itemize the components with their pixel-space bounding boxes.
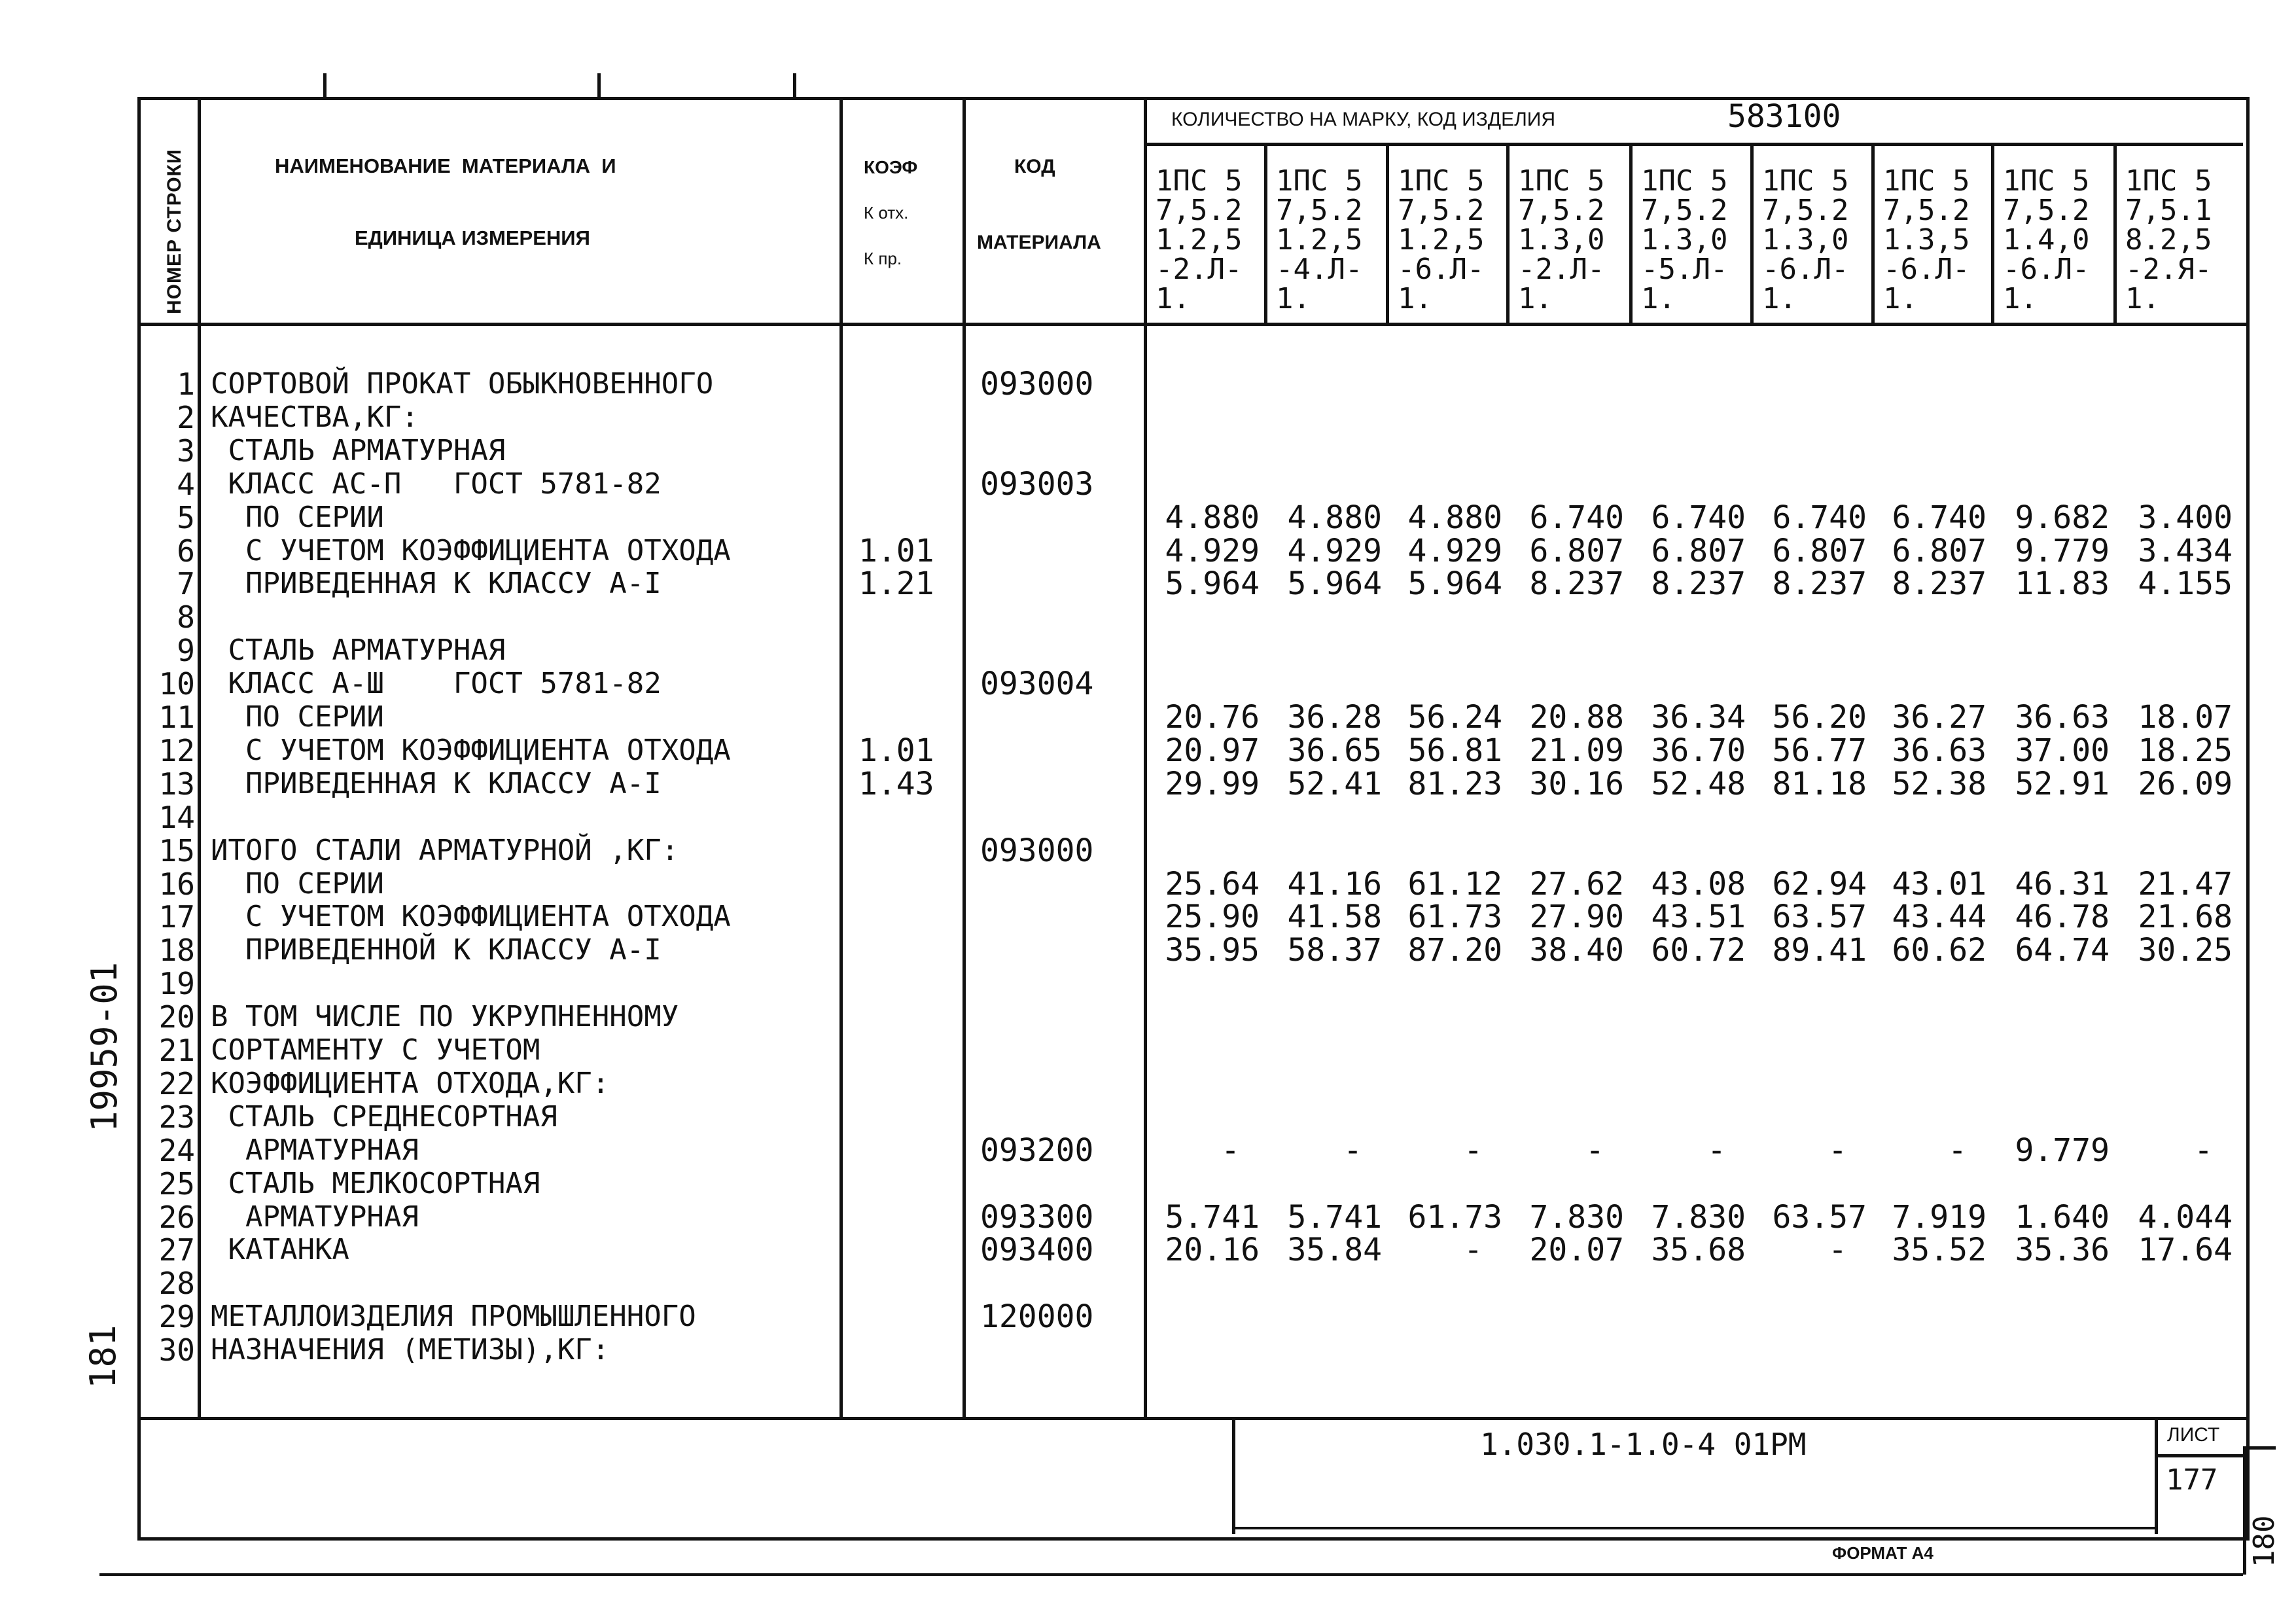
row-number: 10 bbox=[158, 666, 195, 702]
quantity-value: - bbox=[1221, 1132, 1240, 1169]
quantity-value: 25.90 bbox=[1165, 899, 1260, 935]
sheet-label: ЛИСТ bbox=[2167, 1424, 2220, 1446]
quantity-value: 4.929 bbox=[1287, 533, 1382, 569]
material-name: ПО СЕРИИ bbox=[211, 501, 384, 534]
material-name: НАЗНАЧЕНИЯ (МЕТИЗЫ),КГ: bbox=[211, 1333, 610, 1366]
quantity-value: - bbox=[1464, 1232, 1483, 1268]
page-number: 181 bbox=[82, 1325, 124, 1389]
mark-header-line: 7,5.2 bbox=[1762, 194, 1849, 227]
mark-sep bbox=[1991, 143, 1994, 325]
quantity-value: 36.63 bbox=[1892, 732, 1987, 769]
mark-header-line: 1. bbox=[1156, 282, 1190, 315]
row-number: 6 bbox=[177, 533, 195, 569]
row-number: 7 bbox=[177, 566, 195, 601]
row-number: 20 bbox=[158, 999, 195, 1035]
footer-divider bbox=[1232, 1417, 1235, 1534]
row-number: 4 bbox=[177, 467, 195, 502]
mark-header-line: -2.Л- bbox=[1156, 253, 1243, 286]
material-code: 093000 bbox=[980, 832, 1094, 869]
quantity-value: 81.18 bbox=[1772, 766, 1867, 802]
quantity-value: 56.24 bbox=[1407, 699, 1502, 736]
row-number: 2 bbox=[177, 400, 195, 435]
quantity-value: 38.40 bbox=[1529, 932, 1624, 969]
quantity-value: 43.08 bbox=[1651, 866, 1746, 902]
quantity-value: 35.52 bbox=[1892, 1232, 1987, 1268]
quantity-value: 61.12 bbox=[1407, 866, 1502, 902]
coefficient: 1.21 bbox=[858, 565, 934, 602]
coef-header-line2: К отх. bbox=[864, 203, 909, 223]
material-name: СТАЛЬ СРЕДНЕСОРТНАЯ bbox=[211, 1100, 557, 1133]
mark-sep bbox=[1264, 143, 1267, 325]
quantity-value: 1.640 bbox=[2015, 1199, 2110, 1236]
quantity-value: 52.91 bbox=[2015, 766, 2110, 802]
quantity-value: 5.741 bbox=[1165, 1199, 1260, 1236]
quantity-value: - bbox=[1948, 1132, 1967, 1169]
quantity-value: 4.880 bbox=[1287, 499, 1382, 536]
quantity-value: 41.16 bbox=[1287, 866, 1382, 902]
row-number: 5 bbox=[177, 500, 195, 535]
mark-header-line: 1. bbox=[1518, 282, 1553, 315]
quantity-value: 3.434 bbox=[2138, 533, 2233, 569]
row-number: 28 bbox=[158, 1266, 195, 1301]
quantity-value: 8.237 bbox=[1651, 565, 1746, 602]
quantity-value: 11.83 bbox=[2015, 565, 2110, 602]
quantity-value: 9.682 bbox=[2015, 499, 2110, 536]
edge-bracket-top bbox=[2243, 1446, 2276, 1450]
bottom-rule bbox=[99, 1573, 2243, 1576]
quantity-value: 4.044 bbox=[2138, 1199, 2233, 1236]
quantity-value: 7.830 bbox=[1529, 1199, 1624, 1236]
quantity-value: 30.16 bbox=[1529, 766, 1624, 802]
quantity-value: 43.44 bbox=[1892, 899, 1987, 935]
material-name: КЛАСС А-Ш ГОСТ 5781-82 bbox=[211, 667, 662, 700]
footer-inner-line bbox=[1232, 1527, 2155, 1529]
row-number: 19 bbox=[158, 966, 195, 1001]
name-header-line1: НАИМЕНОВАНИЕ МАТЕРИАЛА И bbox=[275, 154, 616, 177]
quantity-value: - bbox=[1464, 1132, 1483, 1169]
material-code: 093400 bbox=[980, 1232, 1094, 1268]
quantity-value: 89.41 bbox=[1772, 932, 1867, 969]
material-name: КЛАСС АС-П ГОСТ 5781-82 bbox=[211, 467, 662, 501]
mark-header-line: 1ПС 5 bbox=[2003, 164, 2090, 198]
quantity-value: 5.741 bbox=[1287, 1199, 1382, 1236]
mark-header-line: -6.Л- bbox=[1762, 253, 1849, 286]
quantity-value: 4.155 bbox=[2138, 565, 2233, 602]
quantity-value: 43.01 bbox=[1892, 866, 1987, 902]
mark-header-line: 1.3,0 bbox=[1762, 223, 1849, 257]
sheet-box-left bbox=[2155, 1417, 2158, 1534]
quantity-value: 87.20 bbox=[1407, 932, 1502, 969]
mark-header-line: 1ПС 5 bbox=[1518, 164, 1605, 198]
quantity-value: 29.99 bbox=[1165, 766, 1260, 802]
frame-tick bbox=[323, 73, 327, 99]
quantity-value: 35.68 bbox=[1651, 1232, 1746, 1268]
quantity-value: 52.38 bbox=[1892, 766, 1987, 802]
material-code: 093004 bbox=[980, 666, 1094, 702]
material-name: АРМАТУРНАЯ bbox=[211, 1133, 419, 1167]
quantity-value: 36.34 bbox=[1651, 699, 1746, 736]
quantity-value: 7.919 bbox=[1892, 1199, 1987, 1236]
row-number: 9 bbox=[177, 633, 195, 668]
material-name: АРМАТУРНАЯ bbox=[211, 1200, 419, 1234]
quantity-value: - bbox=[1707, 1132, 1726, 1169]
header-divider bbox=[137, 323, 2250, 326]
material-name: СОРТАМЕНТУ С УЧЕТОМ bbox=[211, 1033, 540, 1067]
quantity-value: 8.237 bbox=[1892, 565, 1987, 602]
mark-header-line: 1.3,0 bbox=[1518, 223, 1605, 257]
quantity-value: 21.68 bbox=[2138, 899, 2233, 935]
mark-header-line: 1.3,5 bbox=[1883, 223, 1970, 257]
row-number: 15 bbox=[158, 833, 195, 868]
quantity-value: 8.237 bbox=[1529, 565, 1624, 602]
edge-number: 180 bbox=[2248, 1515, 2281, 1567]
mark-header-line: 7,5.2 bbox=[1883, 194, 1970, 227]
mark-header-line: 1ПС 5 bbox=[1641, 164, 1728, 198]
col-line-coef bbox=[963, 97, 966, 1420]
quantity-value: - bbox=[1828, 1132, 1847, 1169]
format-label: ФОРМАТ А4 bbox=[1832, 1543, 1934, 1563]
mark-header-line: 1.2,5 bbox=[1276, 223, 1363, 257]
quantity-value: 37.00 bbox=[2015, 732, 2110, 769]
quantity-value: 4.929 bbox=[1407, 533, 1502, 569]
quantity-value: 61.73 bbox=[1407, 899, 1502, 935]
frame-tick bbox=[793, 73, 796, 99]
quantity-value: 60.62 bbox=[1892, 932, 1987, 969]
name-header-line2: ЕДИНИЦА ИЗМЕРЕНИЯ bbox=[355, 226, 590, 249]
row-number: 21 bbox=[158, 1033, 195, 1068]
row-number: 16 bbox=[158, 866, 195, 902]
sheet-box-divider bbox=[2155, 1454, 2243, 1457]
quantity-value: 4.929 bbox=[1165, 533, 1260, 569]
quantity-value: 20.97 bbox=[1165, 732, 1260, 769]
quantity-value: 36.70 bbox=[1651, 732, 1746, 769]
row-number: 24 bbox=[158, 1133, 195, 1168]
quantity-value: 56.77 bbox=[1772, 732, 1867, 769]
material-code: 093003 bbox=[980, 466, 1094, 503]
mark-header-line: 7,5.2 bbox=[1518, 194, 1605, 227]
material-name: В ТОМ ЧИСЛЕ ПО УКРУПНЕННОМУ bbox=[211, 1000, 679, 1033]
quantity-value: 81.23 bbox=[1407, 766, 1502, 802]
quantity-value: 36.28 bbox=[1287, 699, 1382, 736]
mark-header-line: -2.Я- bbox=[2125, 253, 2212, 286]
material-code: 093200 bbox=[980, 1132, 1094, 1169]
quantity-value: 7.830 bbox=[1651, 1199, 1746, 1236]
material-name: ПРИВЕДЕННАЯ К КЛАССУ А-I bbox=[211, 767, 662, 800]
mark-header-line: 1.2,5 bbox=[1156, 223, 1243, 257]
quantity-value: 46.31 bbox=[2015, 866, 2110, 902]
row-number: 11 bbox=[158, 700, 195, 735]
row-number: 18 bbox=[158, 933, 195, 968]
mark-sep bbox=[1506, 143, 1510, 325]
coefficient: 1.01 bbox=[858, 533, 934, 569]
material-name: ПО СЕРИИ bbox=[211, 867, 384, 901]
mark-header-line: 1ПС 5 bbox=[1156, 164, 1243, 198]
row-number: 23 bbox=[158, 1099, 195, 1135]
mark-sep bbox=[2113, 143, 2117, 325]
mark-header-line: 1ПС 5 bbox=[1398, 164, 1485, 198]
mark-header-line: 7,5.2 bbox=[1156, 194, 1243, 227]
quantity-value: 17.64 bbox=[2138, 1232, 2233, 1268]
mark-header-line: 1. bbox=[2003, 282, 2038, 315]
quantity-value: - bbox=[1585, 1132, 1604, 1169]
row-number: 12 bbox=[158, 733, 195, 768]
mark-header-line: 1. bbox=[1641, 282, 1676, 315]
quantity-value: - bbox=[2194, 1132, 2213, 1169]
quantity-value: 18.25 bbox=[2138, 732, 2233, 769]
quantity-value: 63.57 bbox=[1772, 899, 1867, 935]
coef-header-line3: К пр. bbox=[864, 249, 902, 268]
quantity-value: 3.400 bbox=[2138, 499, 2233, 536]
quantity-value: 21.47 bbox=[2138, 866, 2233, 902]
row-number: 17 bbox=[158, 899, 195, 935]
row-number: 25 bbox=[158, 1166, 195, 1202]
quantity-value: 56.81 bbox=[1407, 732, 1502, 769]
frame-tick bbox=[597, 73, 601, 99]
mark-header-line: -6.Л- bbox=[1883, 253, 1970, 286]
quantity-value: 25.64 bbox=[1165, 866, 1260, 902]
code-header-line2: МАТЕРИАЛА bbox=[977, 232, 1101, 253]
quantity-value: 6.740 bbox=[1892, 499, 1987, 536]
material-code: 120000 bbox=[980, 1298, 1094, 1335]
quantity-value: 41.58 bbox=[1287, 899, 1382, 935]
quantity-value: 20.76 bbox=[1165, 699, 1260, 736]
material-code: 093000 bbox=[980, 366, 1094, 402]
mark-header-line: 7,5.2 bbox=[1398, 194, 1485, 227]
mark-sep bbox=[1871, 143, 1875, 325]
quantity-value: 4.880 bbox=[1165, 499, 1260, 536]
mark-header-line: 1. bbox=[1762, 282, 1797, 315]
quantity-value: 36.63 bbox=[2015, 699, 2110, 736]
mark-header-line: -2.Л- bbox=[1518, 253, 1605, 286]
material-name: СТАЛЬ АРМАТУРНАЯ bbox=[211, 633, 506, 667]
mark-header-line: 1. bbox=[1883, 282, 1918, 315]
mark-header-line: 7,5.2 bbox=[2003, 194, 2090, 227]
quantity-value: 20.16 bbox=[1165, 1232, 1260, 1268]
row-number: 22 bbox=[158, 1066, 195, 1101]
document-code: 1.030.1-1.0-4 01PM bbox=[1480, 1427, 1807, 1462]
quantity-value: 18.07 bbox=[2138, 699, 2233, 736]
coefficient: 1.01 bbox=[858, 732, 934, 769]
quantity-value: 46.78 bbox=[2015, 899, 2110, 935]
quantity-value: 26.09 bbox=[2138, 766, 2233, 802]
quantity-value: 6.740 bbox=[1651, 499, 1746, 536]
material-name: СТАЛЬ АРМАТУРНАЯ bbox=[211, 434, 506, 467]
quantity-value: 36.65 bbox=[1287, 732, 1382, 769]
quantity-value: 62.94 bbox=[1772, 866, 1867, 902]
quantity-value: 61.73 bbox=[1407, 1199, 1502, 1236]
quantity-value: 35.95 bbox=[1165, 932, 1260, 969]
quantity-value: 5.964 bbox=[1165, 565, 1260, 602]
mark-header-line: 1.4,0 bbox=[2003, 223, 2090, 257]
quantity-value: 52.41 bbox=[1287, 766, 1382, 802]
quantity-value: 6.807 bbox=[1651, 533, 1746, 569]
quantity-value: 6.740 bbox=[1772, 499, 1867, 536]
material-name: ПРИВЕДЕННОЙ К КЛАССУ А-I bbox=[211, 933, 662, 967]
quantity-header-divider bbox=[1144, 143, 2243, 146]
code-header-line1: КОД bbox=[1014, 156, 1055, 177]
product-code: 583100 bbox=[1727, 98, 1841, 135]
quantity-value: 9.779 bbox=[2015, 1132, 2110, 1169]
quantity-value: 43.51 bbox=[1651, 899, 1746, 935]
body-divider bbox=[137, 1417, 2250, 1420]
quantity-value: 52.48 bbox=[1651, 766, 1746, 802]
col-line-name bbox=[839, 97, 843, 1420]
mark-header-line: -6.Л- bbox=[2003, 253, 2090, 286]
mark-sep bbox=[1629, 143, 1633, 325]
row-number-header: НОМЕР СТРОКИ bbox=[164, 149, 185, 314]
row-number: 30 bbox=[158, 1332, 195, 1368]
mark-header-line: 1ПС 5 bbox=[1883, 164, 1970, 198]
mark-header-line: 1ПС 5 bbox=[1276, 164, 1363, 198]
material-name: ПО СЕРИИ bbox=[211, 700, 384, 734]
quantity-value: 60.72 bbox=[1651, 932, 1746, 969]
edge-bracket bbox=[2243, 1446, 2246, 1575]
quantity-value: 6.807 bbox=[1529, 533, 1624, 569]
row-number: 27 bbox=[158, 1232, 195, 1268]
mark-header-line: 1ПС 5 bbox=[1762, 164, 1849, 198]
material-name: СОРТОВОЙ ПРОКАТ ОБЫКНОВЕННОГО bbox=[211, 367, 714, 401]
sheet-number: 177 bbox=[2166, 1463, 2218, 1497]
row-number: 26 bbox=[158, 1200, 195, 1235]
mark-sep bbox=[1750, 143, 1754, 325]
quantity-value: 36.27 bbox=[1892, 699, 1987, 736]
row-number: 14 bbox=[158, 800, 195, 835]
mark-header-line: 7,5.2 bbox=[1641, 194, 1728, 227]
mark-header-line: 1. bbox=[2125, 282, 2160, 315]
quantity-value: 35.36 bbox=[2015, 1232, 2110, 1268]
quantity-value: 5.964 bbox=[1407, 565, 1502, 602]
quantity-value: 27.62 bbox=[1529, 866, 1624, 902]
material-name: КАТАНКА bbox=[211, 1233, 349, 1266]
mark-header-line: -5.Л- bbox=[1641, 253, 1728, 286]
quantity-value: 63.57 bbox=[1772, 1199, 1867, 1236]
material-code: 093300 bbox=[980, 1199, 1094, 1236]
mark-header-line: 1. bbox=[1398, 282, 1432, 315]
quantity-value: - bbox=[1343, 1132, 1362, 1169]
quantity-value: 6.807 bbox=[1892, 533, 1987, 569]
quantity-value: 56.20 bbox=[1772, 699, 1867, 736]
mark-header-line: 1.3,0 bbox=[1641, 223, 1728, 257]
mark-header-line: 7,5.1 bbox=[2125, 194, 2212, 227]
quantity-value: 8.237 bbox=[1772, 565, 1867, 602]
row-number: 3 bbox=[177, 433, 195, 469]
quantity-value: 20.07 bbox=[1529, 1232, 1624, 1268]
mark-header-line: -6.Л- bbox=[1398, 253, 1485, 286]
material-name: С УЧЕТОМ КОЭФФИЦИЕНТА ОТХОДА bbox=[211, 534, 731, 567]
quantity-value: 64.74 bbox=[2015, 932, 2110, 969]
quantity-value: 30.25 bbox=[2138, 932, 2233, 969]
row-number: 1 bbox=[177, 366, 195, 402]
quantity-value: - bbox=[1828, 1232, 1847, 1268]
quantity-value: 27.90 bbox=[1529, 899, 1624, 935]
quantity-value: 4.880 bbox=[1407, 499, 1502, 536]
coefficient: 1.43 bbox=[858, 766, 934, 802]
mark-header-line: 7,5.2 bbox=[1276, 194, 1363, 227]
material-name: С УЧЕТОМ КОЭФФИЦИЕНТА ОТХОДА bbox=[211, 734, 731, 767]
material-name: КАЧЕСТВА,КГ: bbox=[211, 401, 419, 434]
col-line-rowno bbox=[198, 97, 201, 1420]
quantity-value: 35.84 bbox=[1287, 1232, 1382, 1268]
mark-header-line: 1ПС 5 bbox=[2125, 164, 2212, 198]
row-number: 8 bbox=[177, 599, 195, 635]
mark-header-line: 1. bbox=[1276, 282, 1311, 315]
material-name: СТАЛЬ МЕЛКОСОРТНАЯ bbox=[211, 1167, 540, 1200]
mark-header-line: 1.2,5 bbox=[1398, 223, 1485, 257]
quantity-value: 9.779 bbox=[2015, 533, 2110, 569]
archive-number: 19959-01 bbox=[84, 961, 125, 1132]
mark-sep bbox=[1386, 143, 1389, 325]
quantity-value: 6.740 bbox=[1529, 499, 1624, 536]
quantity-value: 21.09 bbox=[1529, 732, 1624, 769]
mark-header-line: -4.Л- bbox=[1276, 253, 1363, 286]
quantity-value: 5.964 bbox=[1287, 565, 1382, 602]
material-name: С УЧЕТОМ КОЭФФИЦИЕНТА ОТХОДА bbox=[211, 900, 731, 933]
quantity-header: КОЛИЧЕСТВО НА МАРКУ, КОД ИЗДЕЛИЯ bbox=[1171, 109, 1556, 130]
mark-header-line: 8.2,5 bbox=[2125, 223, 2212, 257]
material-name: МЕТАЛЛОИЗДЕЛИЯ ПРОМЫШЛЕННОГО bbox=[211, 1300, 696, 1333]
quantity-value: 58.37 bbox=[1287, 932, 1382, 969]
row-number: 29 bbox=[158, 1299, 195, 1334]
coef-header-line1: КОЭФ bbox=[864, 157, 918, 177]
row-number: 13 bbox=[158, 766, 195, 802]
material-name: КОЭФФИЦИЕНТА ОТХОДА,КГ: bbox=[211, 1067, 610, 1100]
quantity-value: 6.807 bbox=[1772, 533, 1867, 569]
quantity-value: 20.88 bbox=[1529, 699, 1624, 736]
material-name: ПРИВЕДЕННАЯ К КЛАССУ А-I bbox=[211, 567, 662, 600]
material-name: ИТОГО СТАЛИ АРМАТУРНОЙ ,КГ: bbox=[211, 834, 679, 867]
